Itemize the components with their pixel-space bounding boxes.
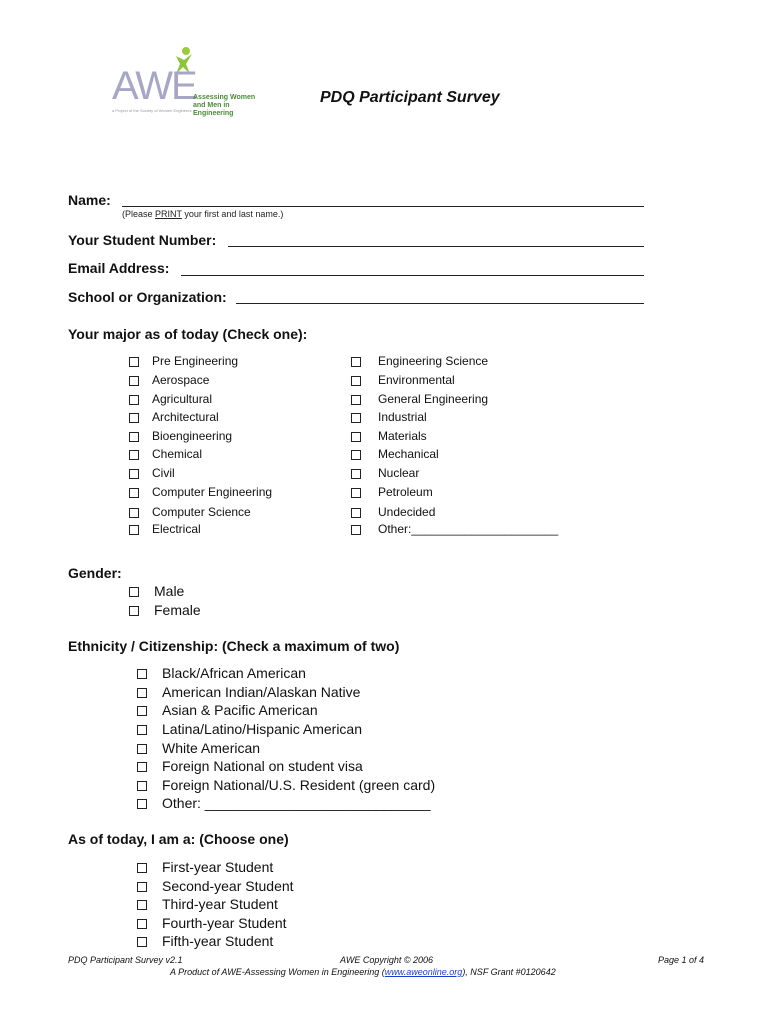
major-checkbox[interactable] xyxy=(129,395,139,405)
major-checkbox[interactable] xyxy=(129,469,139,479)
student-number-label: Your Student Number: xyxy=(68,232,217,248)
major-checkbox[interactable] xyxy=(351,450,361,460)
footer-copyright: AWE Copyright © 2006 xyxy=(340,955,434,965)
major-checkbox[interactable] xyxy=(129,450,139,460)
major-checkbox[interactable] xyxy=(129,357,139,367)
name-hint: (Please PRINT your first and last name.) xyxy=(122,209,284,219)
footer-version: PDQ Participant Survey v2.1 xyxy=(68,955,183,965)
major-option-label: Nuclear xyxy=(378,466,420,480)
major-option-label: General Engineering xyxy=(378,392,489,406)
major-checkbox[interactable] xyxy=(351,488,361,498)
major-option-label: Mechanical xyxy=(378,447,439,461)
ethnicity-checkbox[interactable] xyxy=(137,688,147,698)
major-title: Your major as of today (Check one): xyxy=(68,326,308,342)
email-line[interactable] xyxy=(181,274,644,276)
year-checkbox[interactable] xyxy=(137,863,147,873)
year-checkbox[interactable] xyxy=(137,937,147,947)
year-title: As of today, I am a: (Choose one) xyxy=(68,831,289,847)
major-option-label: Pre Engineering xyxy=(152,354,239,368)
major-option-label: Bioengineering xyxy=(152,429,233,443)
ethnicity-option-label: American Indian/Alaskan Native xyxy=(162,684,361,700)
awe-logo xyxy=(108,46,268,116)
major-option-label: Agricultural xyxy=(152,392,213,406)
ethnicity-option-label: Latina/Latino/Hispanic American xyxy=(162,721,363,737)
major-option-label: Architectural xyxy=(152,410,219,424)
ethnicity-option-label: Other: _____________________________ xyxy=(162,795,431,811)
major-option-label: Computer Science xyxy=(152,505,251,519)
major-option-label: Environmental xyxy=(378,373,455,387)
email-label: Email Address: xyxy=(68,260,170,276)
major-checkbox[interactable] xyxy=(129,488,139,498)
major-checkbox[interactable] xyxy=(351,525,361,535)
footer-page: Page 1 of 4 xyxy=(658,955,705,965)
major-checkbox[interactable] xyxy=(129,413,139,423)
major-checkbox[interactable] xyxy=(129,432,139,442)
major-option-label: Industrial xyxy=(378,410,427,424)
gender-option-label: Male xyxy=(154,583,185,599)
name-line[interactable] xyxy=(122,205,644,207)
ethnicity-option-label: Black/African American xyxy=(162,665,306,681)
major-option-label: Other:______________________ xyxy=(378,522,559,536)
major-checkbox[interactable] xyxy=(351,357,361,367)
logo-tagline-2: and Men in Engineering xyxy=(193,102,234,117)
ethnicity-checkbox[interactable] xyxy=(137,744,147,754)
gender-checkbox[interactable] xyxy=(129,587,139,597)
major-checkbox[interactable] xyxy=(129,376,139,386)
major-checkbox[interactable] xyxy=(351,376,361,386)
document-title: PDQ Participant Survey xyxy=(320,89,500,106)
school-line[interactable] xyxy=(236,302,644,304)
major-option-label: Civil xyxy=(152,466,175,480)
major-option-label: Chemical xyxy=(152,447,203,461)
ethnicity-option-label: Foreign National on student visa xyxy=(162,758,363,774)
ethnicity-checkbox[interactable] xyxy=(137,781,147,791)
major-checkbox[interactable] xyxy=(351,395,361,405)
major-option-label: Aerospace xyxy=(152,373,210,387)
logo-subtext: a Project of the Society of Women Engineers xyxy=(112,108,192,113)
major-checkbox[interactable] xyxy=(351,413,361,423)
year-checkbox[interactable] xyxy=(137,919,147,929)
major-checkbox[interactable] xyxy=(351,508,361,518)
logo-tagline-1: Assessing Women xyxy=(193,94,256,101)
ethnicity-checkbox[interactable] xyxy=(137,725,147,735)
major-checkbox[interactable] xyxy=(129,525,139,535)
ethnicity-option-label: Foreign National/U.S. Resident (green card) xyxy=(162,777,436,793)
logo-text: AWE xyxy=(112,64,196,108)
ethnicity-checkbox[interactable] xyxy=(137,762,147,772)
name-label: Name: xyxy=(68,192,111,208)
year-option-label: First-year Student xyxy=(162,859,274,875)
major-option-label: Computer Engineering xyxy=(152,485,273,499)
year-option-label: Second-year Student xyxy=(162,878,294,894)
ethnicity-checkbox[interactable] xyxy=(137,799,147,809)
major-option-label: Electrical xyxy=(152,522,201,536)
gender-checkbox[interactable] xyxy=(129,606,139,616)
year-option-label: Fifth-year Student xyxy=(162,933,274,949)
gender-option-label: Female xyxy=(154,602,201,618)
year-option-label: Fourth-year Student xyxy=(162,915,287,931)
major-checkbox[interactable] xyxy=(351,469,361,479)
year-option-label: Third-year Student xyxy=(162,896,278,912)
year-checkbox[interactable] xyxy=(137,900,147,910)
ethnicity-checkbox[interactable] xyxy=(137,669,147,679)
gender-title: Gender: xyxy=(68,565,122,581)
major-option-label: Undecided xyxy=(378,505,436,519)
ethnicity-option-label: Asian & Pacific American xyxy=(162,702,318,718)
ethnicity-checkbox[interactable] xyxy=(137,706,147,716)
footer-link[interactable]: www.aweonline.org xyxy=(384,967,463,977)
major-checkbox[interactable] xyxy=(129,508,139,518)
major-option-label: Petroleum xyxy=(378,485,433,499)
major-option-label: Engineering Science xyxy=(378,354,489,368)
major-checkbox[interactable] xyxy=(351,432,361,442)
school-label: School or Organization: xyxy=(68,289,227,305)
footer-product: A Product of AWE-Assessing Women in Engineering (www.aweonline.org), NSF Grant #0120642 xyxy=(170,967,556,977)
student-number-line[interactable] xyxy=(228,245,644,247)
major-option-label: Materials xyxy=(378,429,427,443)
ethnicity-title: Ethnicity / Citizenship: (Check a maximum of two) xyxy=(68,638,400,654)
year-checkbox[interactable] xyxy=(137,882,147,892)
ethnicity-option-label: White American xyxy=(162,740,261,756)
